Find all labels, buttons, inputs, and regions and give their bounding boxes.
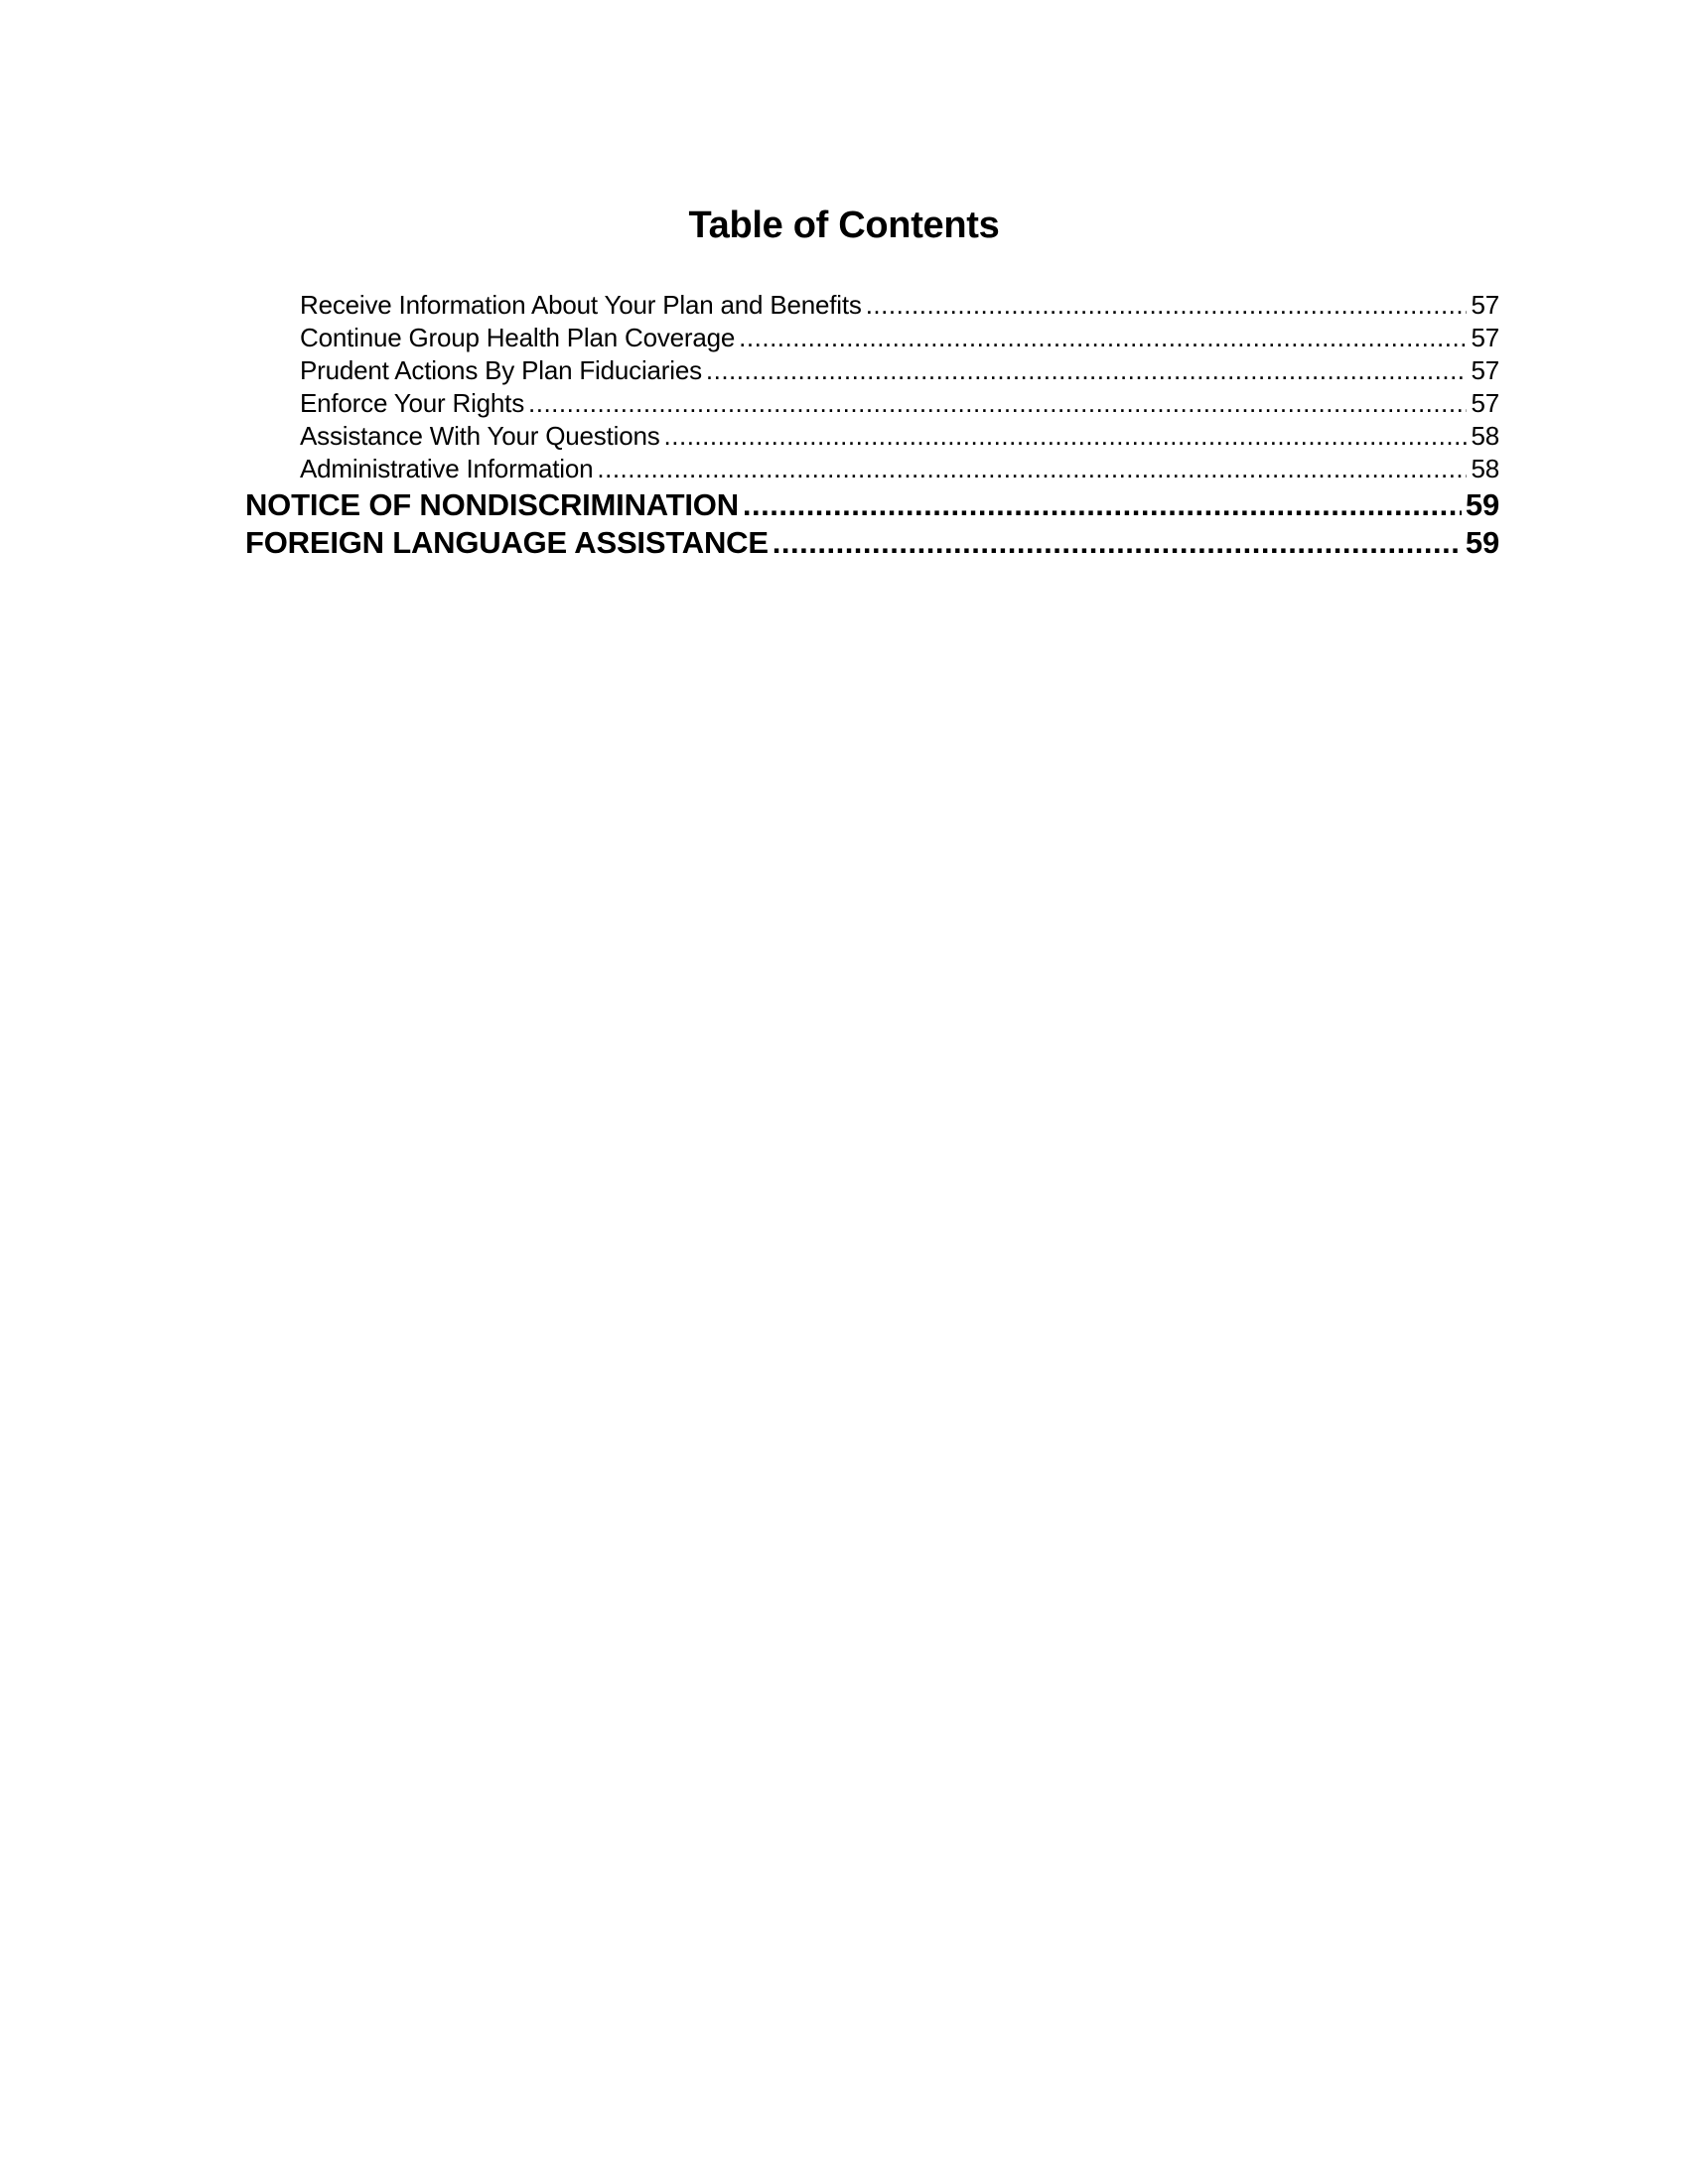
toc-entry-page: 58 [1471, 421, 1499, 451]
toc-entry[interactable] [300, 289, 1499, 322]
toc-leader-dots [743, 486, 1462, 524]
page-title: Table of Contents [688, 205, 1000, 246]
toc-leader-dots [706, 354, 1468, 387]
toc-leader-dots [664, 420, 1468, 453]
toc-entry-page: 57 [1471, 323, 1499, 352]
toc-entry[interactable] [300, 453, 1499, 485]
toc-entry-label: Enforce Your Rights [300, 388, 525, 418]
toc-entry-label: Assistance With Your Questions [300, 421, 660, 451]
toc-entry[interactable] [245, 524, 1499, 562]
toc-leader-dots [866, 289, 1468, 322]
toc-entry[interactable] [245, 486, 1499, 524]
toc-entry-label: Administrative Information [300, 454, 594, 483]
toc-leader-dots [773, 524, 1462, 562]
toc-entry-page: 58 [1471, 454, 1499, 483]
toc-entry[interactable] [300, 420, 1499, 453]
toc-entry[interactable] [300, 387, 1499, 420]
toc-entry[interactable] [300, 354, 1499, 387]
toc-leader-dots [739, 322, 1467, 354]
toc-entry-label: Continue Group Health Plan Coverage [300, 323, 736, 352]
toc-entry-page: 57 [1471, 388, 1499, 418]
toc-leader-dots [528, 387, 1467, 420]
toc-entry-label: FOREIGN LANGUAGE ASSISTANCE [245, 525, 769, 560]
toc-leader-dots [597, 453, 1467, 485]
toc-entry[interactable] [300, 322, 1499, 354]
toc-entry-page: 57 [1471, 355, 1499, 385]
toc-entry-page: 59 [1465, 525, 1499, 560]
toc-entry-label: NOTICE OF NONDISCRIMINATION [245, 487, 739, 522]
toc-entry-label: Prudent Actions By Plan Fiduciaries [300, 355, 702, 385]
toc-entry-label: Receive Information About Your Plan and Benefits [300, 290, 862, 320]
toc-entry-page: 59 [1465, 487, 1499, 522]
toc-entry-page: 57 [1471, 290, 1499, 320]
